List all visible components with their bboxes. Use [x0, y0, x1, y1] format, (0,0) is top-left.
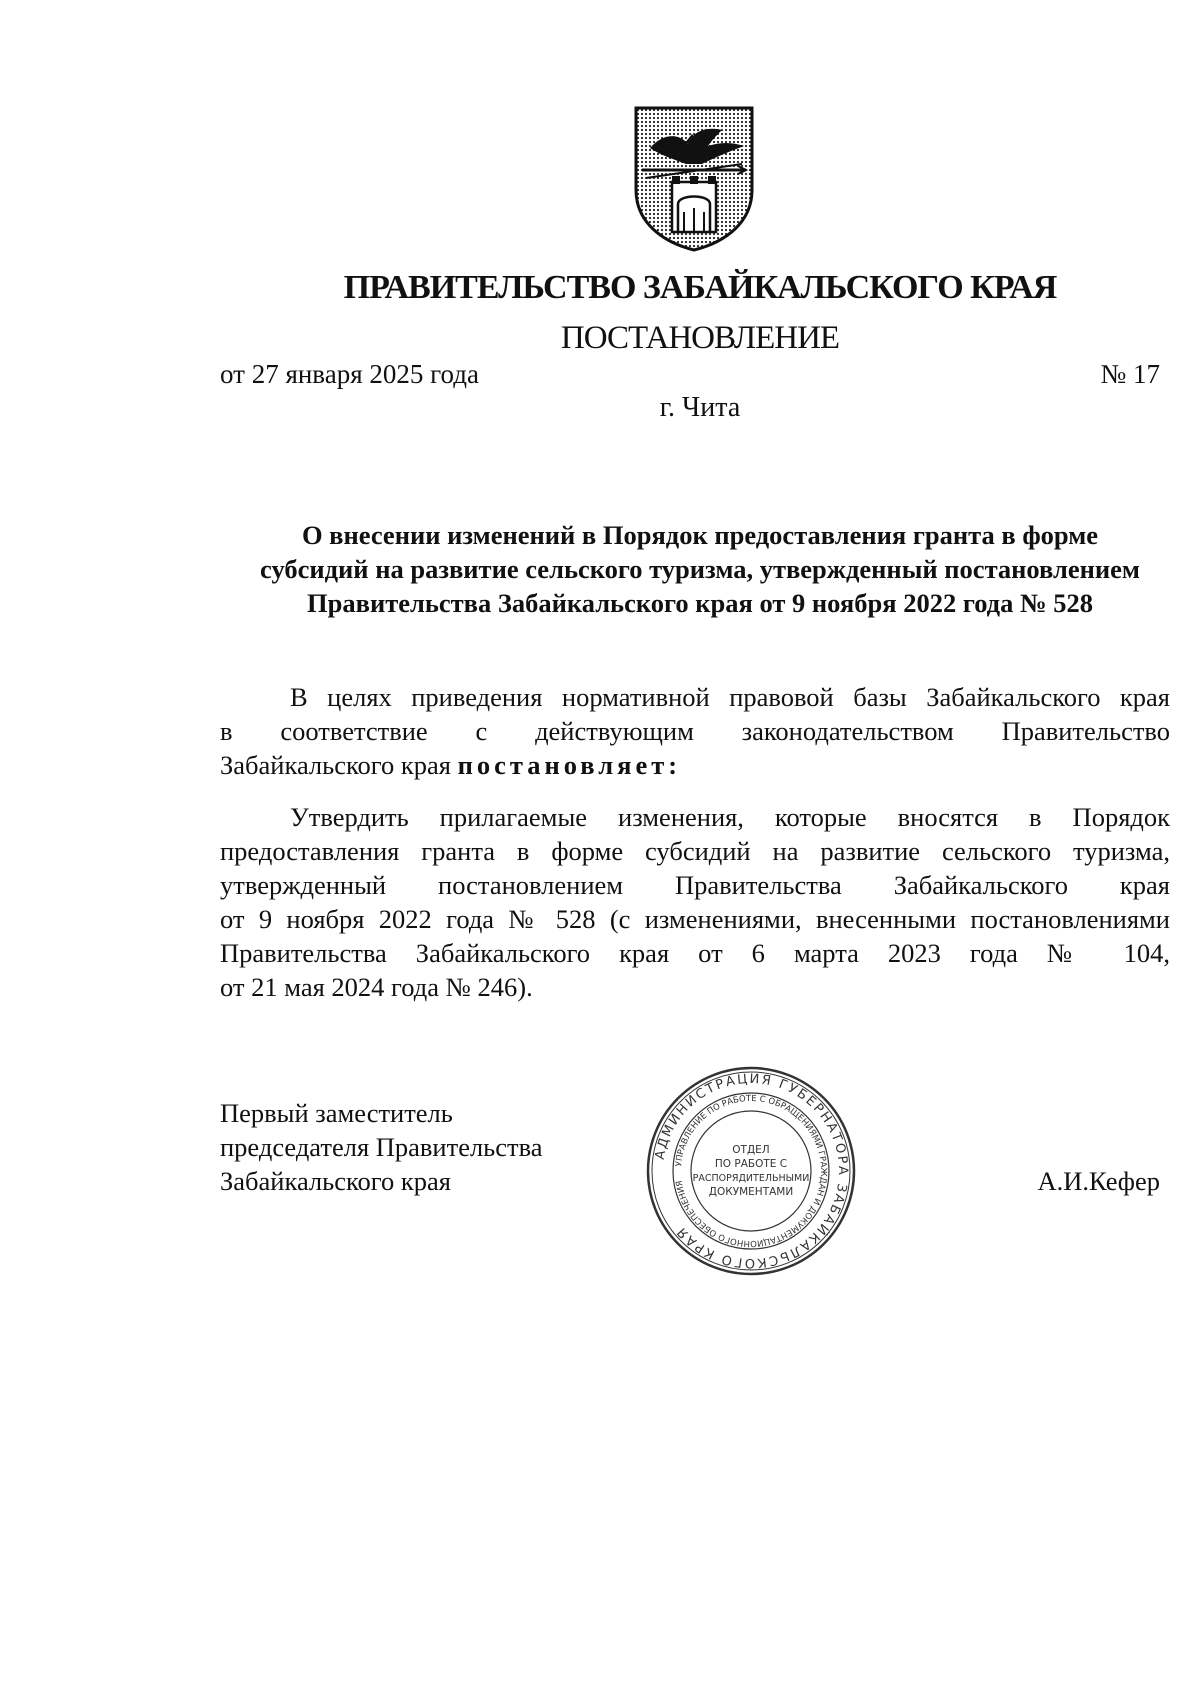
decision-line: от 21 мая 2024 года № 246). — [220, 972, 533, 1002]
seal-outer-text: АДМИНИСТРАЦИЯ ГУБЕРНАТОРА ЗАБАЙКАЛЬСКОГО КРАЯ — [652, 1071, 851, 1271]
seal-center-line: РАСПОРЯДИТЕЛЬНЫМИ — [692, 1173, 810, 1184]
signatory-position-line: Забайкальского края — [220, 1166, 451, 1196]
document-subject — [220, 518, 1180, 620]
decree-keyword: постановляет: — [457, 750, 682, 780]
preamble-paragraph — [220, 680, 1170, 782]
signatory-position — [220, 1096, 543, 1198]
preamble-line: В целях приведения нормативной правовой базы Забайкальского края — [290, 682, 1170, 712]
document-number: № 17 — [1100, 359, 1160, 389]
document-type: ПОСТАНОВЛЕНИЕ — [560, 320, 840, 356]
decision-line: Правительства Забайкальского края от 6 марта 2023 года № 104, — [220, 938, 1170, 968]
preamble-line — [220, 748, 1170, 782]
coat-of-arms-icon — [632, 104, 756, 252]
subject-line: субсидий на развитие сельского туризма, утвержденный постановлением — [260, 554, 1140, 584]
decision-line: предоставления гранта в форме субсидий на развитие сельского туризма, — [220, 836, 1170, 866]
signatory-position-line: председателя Правительства — [220, 1132, 543, 1162]
document-date: от 27 января 2025 года — [220, 359, 479, 389]
official-seal-icon — [644, 1064, 858, 1278]
subject-line: Правительства Забайкальского края от 9 ноября 2022 года № 528 — [307, 588, 1093, 618]
seal-inner-ring-text: УПРАВЛЕНИЕ ПО РАБОТЕ С ОБРАЩЕНИЯМИ ГРАЖДАН И ДОКУМЕНТАЦИОННОГО ОБЕСПЕЧЕНИЯ — [674, 1093, 829, 1249]
organization-title: ПРАВИТЕЛЬСТВО ЗАБАЙКАЛЬСКОГО КРАЯ — [343, 269, 1057, 306]
signatory-position-line: Первый заместитель — [220, 1098, 453, 1128]
preamble-text: Забайкальского края — [220, 750, 458, 780]
decision-line: Утвердить прилагаемые изменения, которые вносятся в Порядок — [290, 802, 1170, 832]
seal-center-line: ДОКУМЕНТАМИ — [708, 1186, 794, 1198]
subject-line: О внесении изменений в Порядок предоставления гранта в форме — [301, 520, 1099, 550]
decision-paragraph — [220, 800, 1170, 1004]
decision-line: утвержденный постановлением Правительства Забайкальского края — [220, 870, 1170, 900]
seal-center-line: ПО РАБОТЕ С — [714, 1158, 788, 1170]
document-city: г. Чита — [659, 392, 741, 423]
decision-line: от 9 ноября 2022 года № 528 (с изменениями, внесенными постановлениями — [220, 904, 1170, 934]
preamble-line: в соответствие с действующим законодательством Правительство — [220, 716, 1170, 746]
signatory-name: А.И.Кефер — [1037, 1166, 1160, 1196]
seal-center-line: ОТДЕЛ — [732, 1144, 770, 1156]
